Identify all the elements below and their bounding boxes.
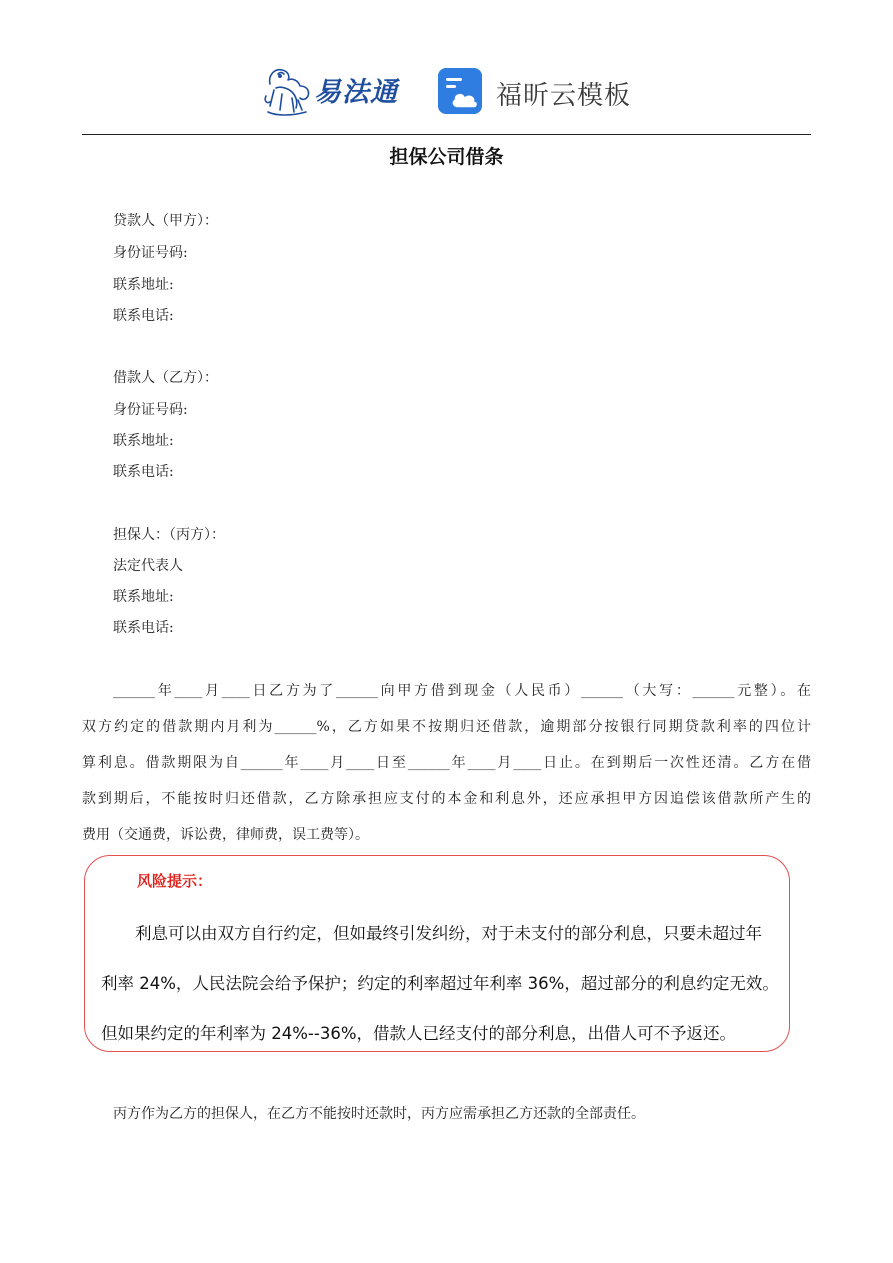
paragraph-line: ______年____月____日乙方为了______向甲方借到现金（人民币）______（大写：______元整）。在 (113, 683, 811, 699)
cloud-template-icon (436, 66, 486, 118)
paragraph-line: 费用（交通费，诉讼费，律师费，误工费等）。 (82, 827, 369, 843)
borrower-id-label: 身份证号码: (113, 402, 188, 418)
guarantor-liability-paragraph: 丙方作为乙方的担保人，在乙方不能按时还款时，丙方应需承担乙方还款的全部责任。 (113, 1106, 645, 1122)
page-header (0, 56, 893, 126)
paragraph-line: 算利息。借款期限为自______年____月____日至______年____月____日止。在到期后一次性还清。乙方在借 (82, 755, 811, 771)
guarantor-rep-label: 法定代表人 (113, 558, 183, 574)
guarantor-address-label: 联系地址: (113, 589, 174, 605)
fuxin-logo (436, 66, 636, 118)
loan-terms-paragraph (82, 682, 811, 862)
lender-label: 贷款人（甲方）： (113, 213, 218, 229)
qilin-icon (262, 62, 314, 118)
fuxin-wordmark: 福昕云模板 (496, 81, 632, 111)
borrower-phone-label: 联系电话: (113, 464, 174, 480)
risk-warning-box (84, 855, 790, 1052)
risk-line: 但如果约定的年利率为 24%--36%，借款人已经支付的部分利息，出借人可不予返还。 (101, 1024, 737, 1043)
paragraph-line: 款到期后，不能按时归还借款，乙方除承担应支付的本金和利息外，还应承担甲方因追偿该借款所产生的 (82, 791, 811, 807)
yifatong-logo (262, 62, 412, 118)
guarantor-label: 担保人：（丙方）： (113, 527, 225, 543)
risk-title: 风险提示： (137, 872, 213, 890)
lender-id-label: 身份证号码: (113, 245, 188, 261)
paragraph-line: 双方约定的借款期内月利为______%，乙方如果不按期归还借款，逾期部分按银行同期贷款利率的四位计 (82, 719, 811, 735)
yifatong-wordmark: 易法通 (314, 77, 398, 108)
guarantor-phone-label: 联系电话: (113, 620, 174, 636)
header-divider (82, 134, 811, 135)
borrower-address-label: 联系地址: (113, 433, 174, 449)
lender-phone-label: 联系电话: (113, 308, 174, 324)
risk-line: 利息可以由双方自行约定，但如最终引发纠纷，对于未支付的部分利息，只要未超过年 (135, 924, 762, 943)
risk-line: 利率 24%，人民法院会给予保护；约定的利率超过年利率 36%，超过部分的利息约定无效。 (101, 974, 779, 993)
lender-address-label: 联系地址: (113, 277, 174, 293)
document-title: 担保公司借条 (389, 146, 504, 168)
borrower-label: 借款人（乙方）： (113, 370, 218, 386)
